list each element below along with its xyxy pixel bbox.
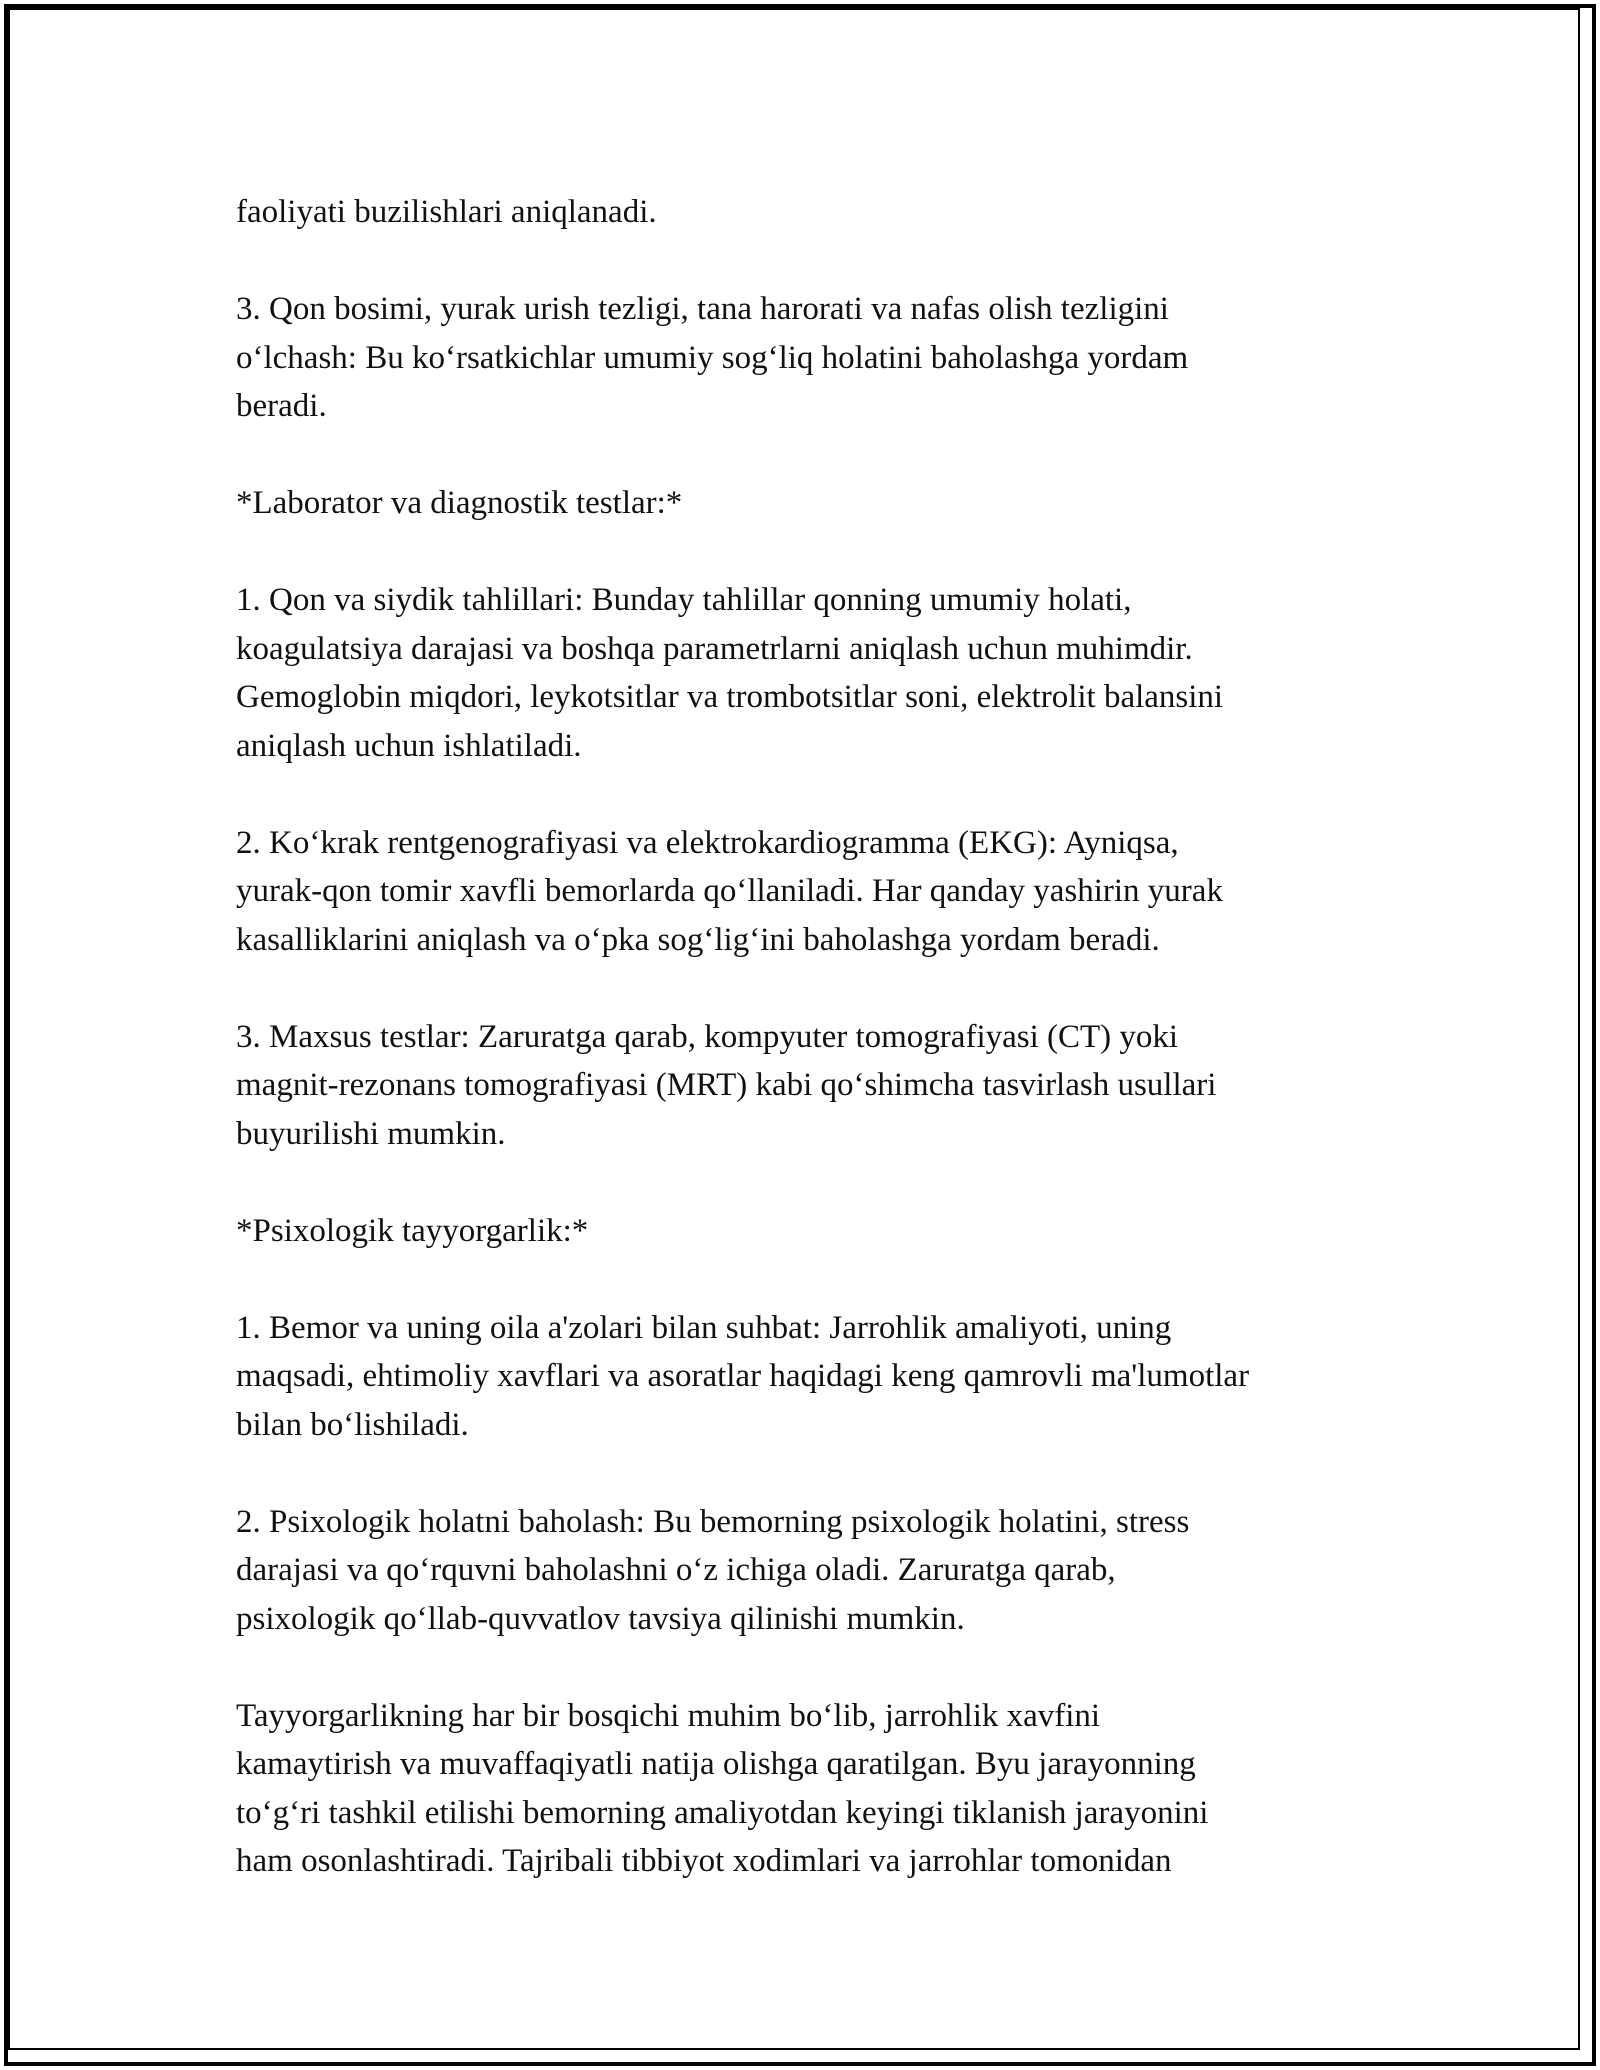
document-body — [236, 188, 1396, 1886]
paragraph-continuation: faoliyati buzilishlari aniqlanadi. — [236, 194, 657, 230]
paragraph-vital-signs: 3. Qon bosimi, yurak urish tezligi, tana harorati va nafas olish tezligini o‘lchash: Bu ko‘rsatkichlar umumiy sog‘liq holatini baholashga yordam beradi. — [236, 291, 1189, 424]
paragraph-conclusion: Tayyorgarlikning har bir bosqichi muhim bo‘lib, jarrohlik xavfini kamaytirish va muvaffaqiyatli natija olishga qaratilgan. Byu jarayonning to‘g‘ri tashkil etilishi bemorning amaliyotdan keyingi tiklanish jarayonini ham osonlashtiradi. Tajribali tibbiyot xodimlari va jarrohlar tomonidan — [236, 1697, 1209, 1879]
paragraph-patient-conversation: 1. Bemor va uning oila a'zolari bilan suhbat: Jarrohlik amaliyoti, uning maqsadi, ehtimoliy xavflari va asoratlar haqidagi keng qamrovli ma'lumotlar bilan bo‘lishiladi. — [236, 1309, 1250, 1443]
section-heading-psychological-prep: *Psixologik tayyorgarlik:* — [236, 1212, 589, 1249]
paragraph-xray-ecg: 2. Ko‘krak rentgenografiyasi va elektrokardiogramma (EKG): Ayniqsa, yurak-qon tomir xavfli bemorlarda qo‘llaniladi. Har qanday yashirin yurak kasalliklarini aniqlash va o‘pka sog‘lig‘ini baholashga yordam beradi. — [236, 824, 1223, 958]
paragraph-psychological-assessment: 2. Psixologik holatni baholash: Bu bemorning psixologik holatini, stress darajasi va qo‘rquvni baholashni o‘z ichiga oladi. Zaruratga qarab, psixologik qo‘llab-quvvatlov tavsiya qilinishi mumkin. — [236, 1503, 1190, 1637]
paragraph-special-tests: 3. Maxsus testlar: Zaruratga qarab, kompyuter tomografiyasi (CT) yoki magnit-rezonans tomografiyasi (MRT) kabi qo‘shimcha tasvirlash usullari buyurilishi mumkin. — [236, 1018, 1217, 1152]
paragraph-blood-urine-tests: 1. Qon va siydik tahlillari: Bunday tahlillar qonning umumiy holati, koagulatsiya darajasi va boshqa parametrlarni aniqlash uchun muhimdir. Gemoglobin miqdori, leykotsitlar va trombotsitlar soni, elektrolit balansini aniqlash uchun ishlatiladi. — [236, 582, 1224, 764]
section-heading-lab-tests: *Laborator va diagnostik testlar:* — [236, 485, 683, 521]
